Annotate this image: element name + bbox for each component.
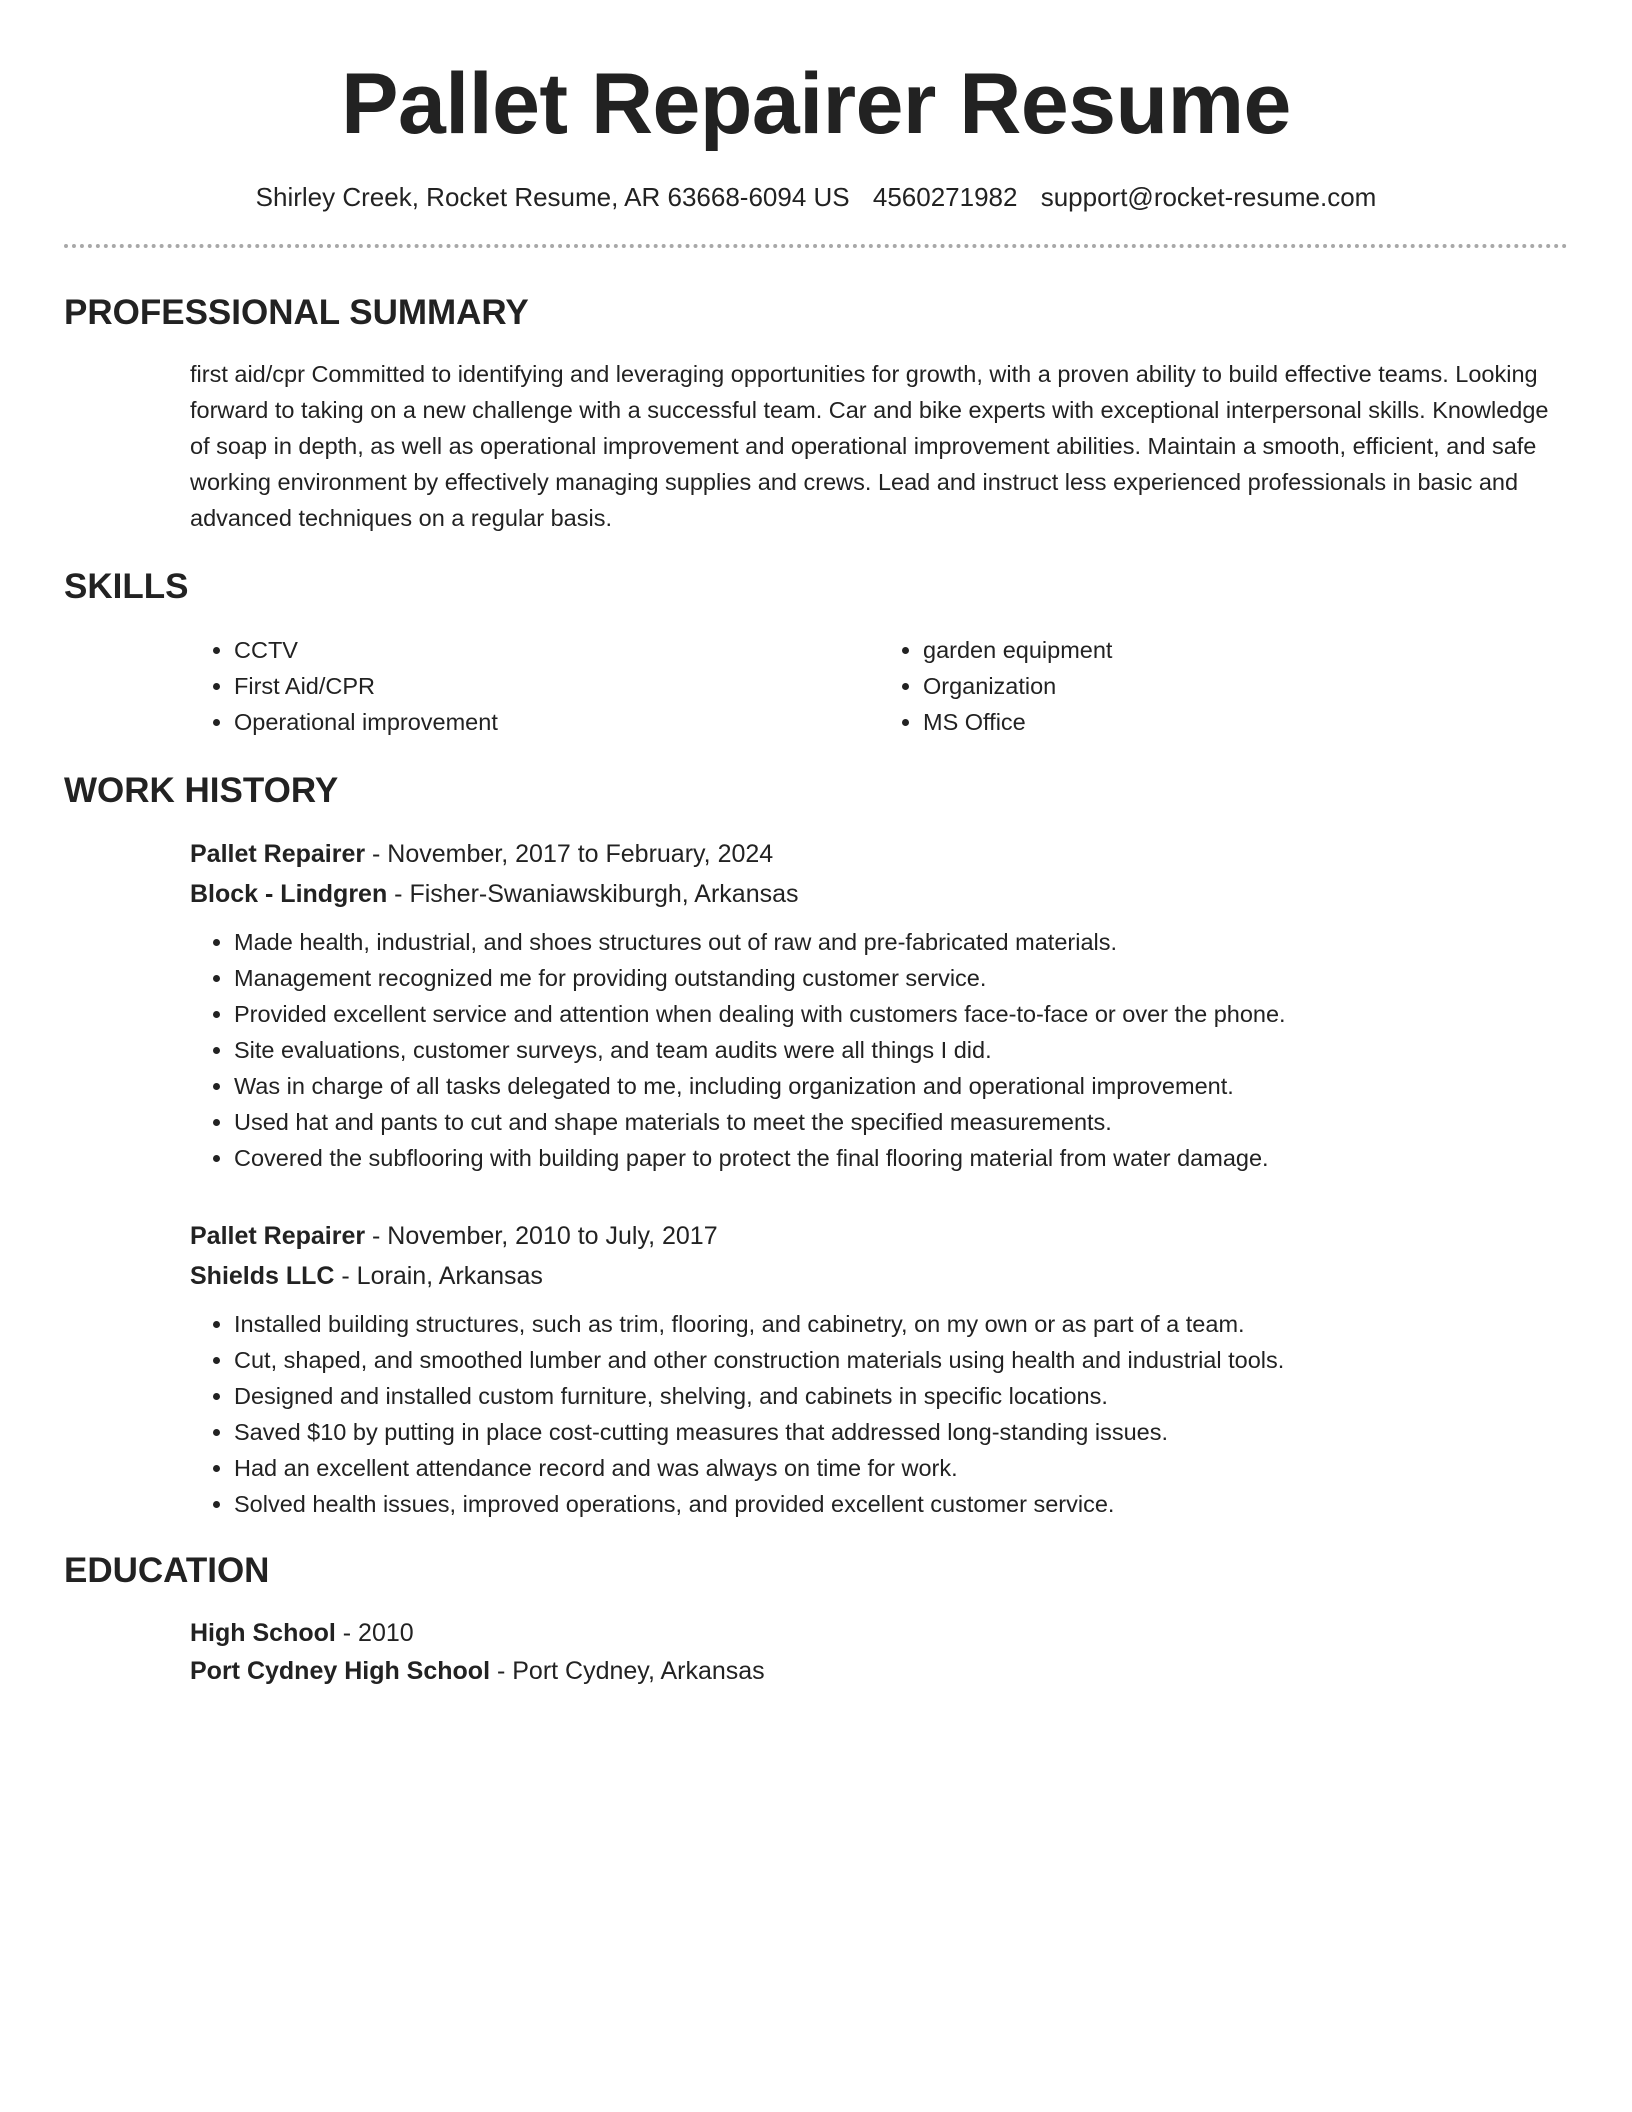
contact-phone: 4560271982 xyxy=(872,182,1018,212)
job-company: Block - Lindgren xyxy=(190,880,388,908)
skill-item: • garden equipment xyxy=(923,632,1568,668)
skills-heading: SKILLS xyxy=(64,567,189,606)
job-entry xyxy=(190,834,1568,1176)
job-bullet: • Saved $10 by putting in place cost-cutting measures that addressed long-standing issues. xyxy=(234,1414,1568,1450)
job-bullet: • Designed and installed custom furniture, shelving, and cabinets in specific locations. xyxy=(234,1378,1568,1414)
education-school-line xyxy=(190,1652,1568,1690)
job-bullet: • Solved health issues, improved operations, and provided excellent customer service. xyxy=(234,1486,1568,1522)
job-dates: - November, 2017 to February, 2024 xyxy=(365,840,774,868)
job-location: - Lorain, Arkansas xyxy=(334,1262,543,1290)
job-bullet: • Used hat and pants to cut and shape materials to meet the specified measurements. xyxy=(234,1104,1568,1140)
education-year: - 2010 xyxy=(335,1619,414,1647)
education-degree-line xyxy=(190,1614,1568,1652)
contact-address: Shirley Creek, Rocket Resume, AR 63668-6094 US xyxy=(255,182,850,212)
job-bullet: • Cut, shaped, and smoothed lumber and other construction materials using health and industrial tools. xyxy=(234,1342,1568,1378)
job-bullet: • Covered the subflooring with building paper to protect the final flooring material from water damage. xyxy=(234,1140,1568,1176)
contact-email: support@rocket-resume.com xyxy=(1040,182,1377,212)
resume-title: Pallet Repairer Resume xyxy=(341,56,1291,152)
skills-column-left xyxy=(190,632,879,740)
job-title-line xyxy=(190,1216,1568,1256)
skill-item: • MS Office xyxy=(923,704,1568,740)
job-bullets xyxy=(190,1306,1568,1522)
summary-heading: PROFESSIONAL SUMMARY xyxy=(64,293,529,332)
contact-line xyxy=(64,180,1568,214)
job-bullet: • Installed building structures, such as trim, flooring, and cabinetry, on my own or as part of a team. xyxy=(234,1306,1568,1342)
skill-item: • Organization xyxy=(923,668,1568,704)
education-entry xyxy=(190,1614,1568,1690)
job-company: Shields LLC xyxy=(190,1262,335,1290)
job-bullets xyxy=(190,924,1568,1176)
job-bullet: • Made health, industrial, and shoes structures out of raw and pre-fabricated materials. xyxy=(234,924,1568,960)
job-bullet: • Provided excellent service and attention when dealing with customers face-to-face or over the phone. xyxy=(234,996,1568,1032)
job-company-line xyxy=(190,1256,1568,1296)
job-entry xyxy=(190,1216,1568,1522)
summary-text: first aid/cpr Committed to identifying and leveraging opportunities for growth, with a proven ability to build effective teams. Looking forward to taking on a new challenge with a successful team. Car and bike experts with exceptional interpersonal skills. Knowledge of soap in depth, as well as operational improvement and operational improvement abilities. Maintain a smooth, efficient, and safe working environment by effectively managing supplies and crews. Lead and instruct less experienced professionals in basic and advanced techniques on a regular basis. xyxy=(190,361,1549,531)
skill-item: • CCTV xyxy=(234,632,879,668)
skill-item: • First Aid/CPR xyxy=(234,668,879,704)
skills-column-right xyxy=(879,632,1568,740)
job-title: Pallet Repairer xyxy=(190,1222,366,1250)
job-bullet: • Was in charge of all tasks delegated to me, including organization and operational improvement. xyxy=(234,1068,1568,1104)
job-title-line xyxy=(190,834,1568,874)
job-title: Pallet Repairer xyxy=(190,840,366,868)
skill-item: • Operational improvement xyxy=(234,704,879,740)
resume-page xyxy=(64,0,1568,1690)
job-location: - Fisher-Swaniawskiburgh, Arkansas xyxy=(387,880,799,908)
education-degree: High School xyxy=(190,1619,336,1647)
education-school: Port Cydney High School xyxy=(190,1657,491,1685)
work-history-heading: WORK HISTORY xyxy=(64,771,339,810)
header-divider xyxy=(64,244,1568,248)
job-company-line xyxy=(190,874,1568,914)
job-bullet: • Management recognized me for providing outstanding customer service. xyxy=(234,960,1568,996)
education-location: - Port Cydney, Arkansas xyxy=(490,1657,765,1685)
skills-grid xyxy=(190,632,1568,740)
job-bullet: • Had an excellent attendance record and was always on time for work. xyxy=(234,1450,1568,1486)
education-heading: EDUCATION xyxy=(64,1551,270,1590)
job-bullet: • Site evaluations, customer surveys, and team audits were all things I did. xyxy=(234,1032,1568,1068)
job-dates: - November, 2010 to July, 2017 xyxy=(365,1222,718,1250)
